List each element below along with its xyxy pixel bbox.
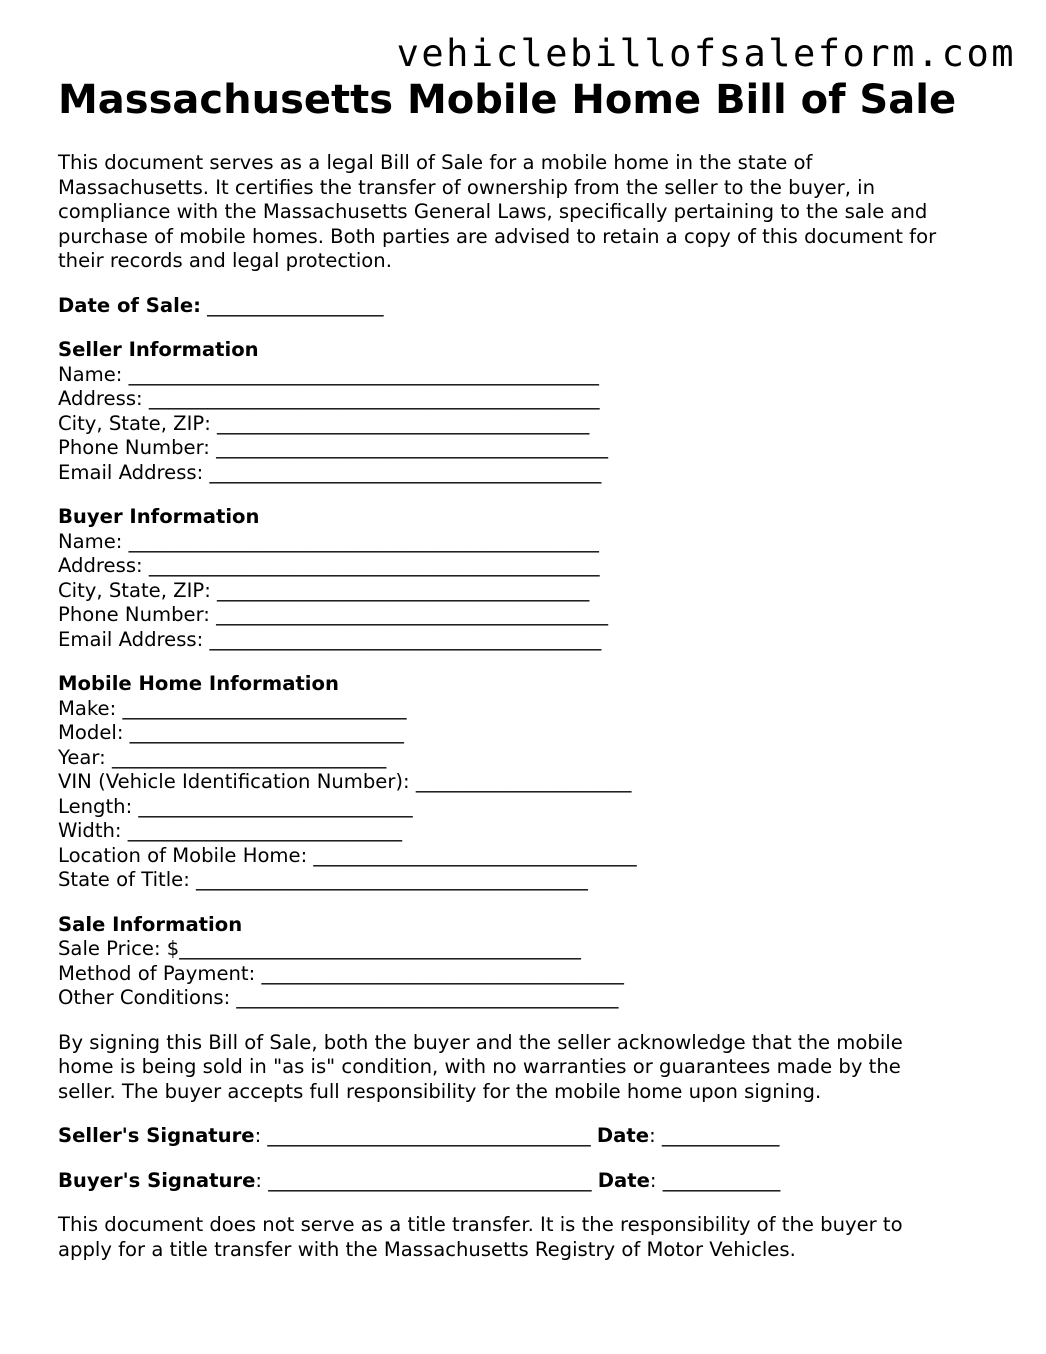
- buyer-phone-field: Phone Number: ________________________________________: [58, 603, 608, 626]
- sale-price-field: Sale Price: $_________________________________________: [58, 937, 581, 960]
- document-body: [58, 151, 998, 1262]
- buyer-name-field: Name: ________________________________________________: [58, 529, 599, 553]
- intro-line: This document serves as a legal Bill of Sale for a mobile home in the state of: [58, 151, 813, 174]
- seller-signature-date-label: Date: [596, 1124, 650, 1147]
- acknowledgement-paragraph: [58, 1031, 998, 1105]
- seller-signature-line: [58, 1124, 998, 1149]
- buyer-information-heading: Buyer Information: [58, 505, 260, 528]
- seller-address-field: Address: ______________________________________________: [58, 387, 600, 410]
- seller-phone-field: Phone Number: ________________________________________: [58, 436, 608, 459]
- sale-information-section: [58, 913, 998, 1011]
- date-of-sale-blank: __________________: [200, 293, 384, 317]
- footer-paragraph: [58, 1213, 998, 1262]
- date-of-sale-field: [58, 294, 998, 319]
- seller-signature-date-blank: : ____________: [649, 1124, 780, 1147]
- method-of-payment-field: Method of Payment: _____________________________________: [58, 961, 624, 985]
- intro-line: compliance with the Massachusetts General Laws, specifically pertaining to the sale and: [58, 200, 928, 223]
- intro-line: their records and legal protection.: [58, 249, 392, 272]
- vin-field: VIN (Vehicle Identification Number): ______________________: [58, 770, 632, 793]
- state-of-title-field: State of Title: ________________________________________: [58, 868, 588, 891]
- footer-line: apply for a title transfer with the Massachusetts Registry of Motor Vehicles.: [58, 1237, 796, 1261]
- width-field: Width: ____________________________: [58, 819, 403, 842]
- seller-signature-blank: : _________________________________: [254, 1124, 597, 1147]
- document-title: Massachusetts Mobile Home Bill of Sale: [58, 77, 957, 123]
- buyer-signature-date-blank: : ____________: [649, 1168, 781, 1192]
- buyer-city-state-zip-field: City, State, ZIP: ______________________________________: [58, 578, 590, 602]
- mobile-home-information-section: [58, 672, 998, 893]
- seller-name-field: Name: ________________________________________________: [58, 362, 599, 386]
- model-field: Model: ____________________________: [58, 721, 404, 744]
- seller-information-section: [58, 338, 998, 485]
- seller-information-heading: Seller Information: [58, 338, 259, 361]
- intro-line: purchase of mobile homes. Both parties are advised to retain a copy of this document for: [58, 224, 937, 248]
- length-field: Length: ____________________________: [58, 794, 413, 818]
- watermark-text: vehiclebillofsaleform.com: [396, 32, 1016, 75]
- buyer-signature-blank: : _________________________________: [255, 1168, 598, 1192]
- acknowledgement-line: home is being sold in "as is" condition, with no warranties or guarantees made by the: [58, 1055, 901, 1078]
- acknowledgement-line: seller. The buyer accepts full responsibility for the mobile home upon signing.: [58, 1079, 822, 1103]
- intro-paragraph: [58, 151, 998, 274]
- buyer-signature-date-label: Date: [597, 1168, 650, 1192]
- footer-line: This document does not serve as a title transfer. It is the responsibility of the buyer to: [58, 1213, 903, 1236]
- make-field: Make: _____________________________: [58, 696, 407, 720]
- intro-line: Massachusetts. It certifies the transfer of ownership from the seller to the buyer, in: [58, 175, 876, 199]
- year-field: Year: ____________________________: [58, 745, 387, 769]
- sale-information-heading: Sale Information: [58, 912, 243, 936]
- buyer-signature-line: [58, 1169, 998, 1194]
- buyer-address-field: Address: ______________________________________________: [58, 554, 600, 577]
- buyer-email-field: Email Address: ________________________________________: [58, 627, 602, 651]
- date-of-sale-label: Date of Sale:: [58, 293, 201, 317]
- seller-email-field: Email Address: ________________________________________: [58, 460, 602, 484]
- location-field: Location of Mobile Home: _________________________________: [58, 843, 637, 867]
- other-conditions-field: Other Conditions: _______________________________________: [58, 986, 619, 1009]
- acknowledgement-line: By signing this Bill of Sale, both the buyer and the seller acknowledge that the mobile: [58, 1030, 903, 1054]
- mobile-home-information-heading: Mobile Home Information: [58, 672, 339, 695]
- buyer-signature-label: Buyer's Signature: [58, 1168, 256, 1192]
- seller-signature-label: Seller's Signature: [58, 1124, 255, 1147]
- seller-city-state-zip-field: City, State, ZIP: ______________________________________: [58, 411, 590, 435]
- buyer-information-section: [58, 505, 998, 652]
